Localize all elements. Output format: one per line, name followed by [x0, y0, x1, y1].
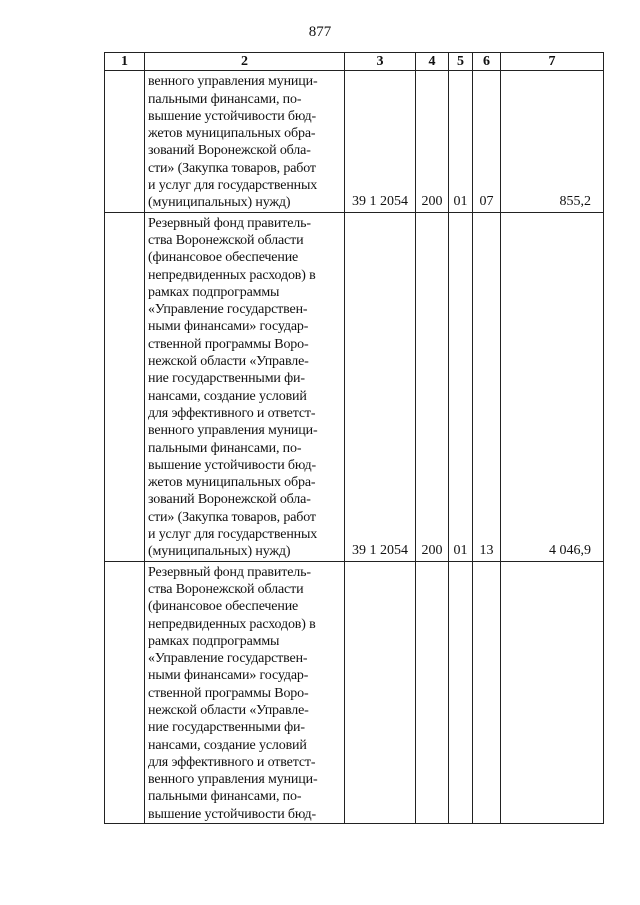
- description-line: «Управление государствен-: [148, 302, 308, 318]
- section-cell: [449, 561, 473, 823]
- description-line: рамках подпрограммы: [148, 284, 280, 300]
- header-col-7: 7: [501, 53, 604, 71]
- description-line: вышение устойчивости бюд-: [148, 806, 316, 822]
- description-line: венного управления муници-: [148, 74, 318, 90]
- description-line: нежской области «Управле-: [148, 702, 309, 718]
- subsection-cell: 07: [473, 71, 501, 212]
- description-cell: [145, 71, 345, 212]
- header-row: [105, 53, 604, 71]
- description-cell: [145, 561, 345, 823]
- description-line: (муниципальных) нужд): [148, 195, 291, 211]
- description-line: ние государственными фи-: [148, 720, 305, 736]
- description-line: нансами, создание условий: [148, 737, 307, 753]
- description-line: и услуг для государственных: [148, 527, 318, 543]
- table-body: [105, 71, 604, 824]
- expense-kind-cell: 200: [416, 71, 449, 212]
- description-line: зований Воронежской обла-: [148, 492, 311, 508]
- budget-table: [104, 52, 604, 824]
- description-line: пальными финансами, по-: [148, 91, 302, 107]
- table-row: [105, 561, 604, 823]
- table-row: [105, 71, 604, 212]
- description-line: зований Воронежской обла-: [148, 143, 311, 159]
- table-row: [105, 212, 604, 561]
- description-line: (финансовое обеспечение: [148, 599, 299, 615]
- header-col-2: 2: [145, 53, 345, 71]
- description-line: ние государственными фи-: [148, 371, 305, 387]
- header-col-6: 6: [473, 53, 501, 71]
- description-cell: [145, 212, 345, 561]
- description-line: жетов муниципальных обра-: [148, 126, 316, 142]
- row-number-cell: [105, 212, 145, 561]
- amount-cell: [501, 561, 604, 823]
- description-line: для эффективного и ответст-: [148, 754, 316, 770]
- description-line: нежской области «Управле-: [148, 354, 309, 370]
- description-line: непредвиденных расходов) в: [148, 267, 316, 283]
- description-line: (финансовое обеспечение: [148, 250, 299, 266]
- header-col-3: 3: [345, 53, 416, 71]
- description-line: (муниципальных) нужд): [148, 544, 291, 560]
- description-line: вышение устойчивости бюд-: [148, 108, 316, 124]
- header-col-1: 1: [105, 53, 145, 71]
- description-line: венного управления муници-: [148, 423, 318, 439]
- description-line: ства Воронежской области: [148, 232, 304, 248]
- target-code-cell: 39 1 2054: [345, 212, 416, 561]
- description-line: вышение устойчивости бюд-: [148, 457, 316, 473]
- description-line: ства Воронежской области: [148, 581, 304, 597]
- description-line: Резервный фонд правитель-: [148, 564, 311, 580]
- description-line: венного управления муници-: [148, 772, 318, 788]
- description-line: ственной программы Воро-: [148, 336, 309, 352]
- description-line: жетов муниципальных обра-: [148, 475, 316, 491]
- description-line: «Управление государствен-: [148, 651, 308, 667]
- description-line: пальными финансами, по-: [148, 440, 302, 456]
- amount-cell: 855,2: [501, 71, 604, 212]
- expense-kind-cell: 200: [416, 212, 449, 561]
- description-line: и услуг для государственных: [148, 178, 318, 194]
- description-line: сти» (Закупка товаров, работ: [148, 509, 316, 525]
- subsection-cell: [473, 561, 501, 823]
- description-line: ными финансами» государ-: [148, 319, 309, 335]
- header-col-5: 5: [449, 53, 473, 71]
- amount-cell: 4 046,9: [501, 212, 604, 561]
- section-cell: 01: [449, 212, 473, 561]
- description-line: ными финансами» государ-: [148, 668, 309, 684]
- description-line: пальными финансами, по-: [148, 789, 302, 805]
- description-line: непредвиденных расходов) в: [148, 616, 316, 632]
- row-number-cell: [105, 561, 145, 823]
- expense-kind-cell: [416, 561, 449, 823]
- section-cell: 01: [449, 71, 473, 212]
- subsection-cell: 13: [473, 212, 501, 561]
- description-line: Резервный фонд правитель-: [148, 215, 311, 231]
- description-line: нансами, создание условий: [148, 388, 307, 404]
- row-number-cell: [105, 71, 145, 212]
- page-number: 877: [308, 24, 332, 40]
- target-code-cell: [345, 561, 416, 823]
- description-line: для эффективного и ответст-: [148, 405, 316, 421]
- header-col-4: 4: [416, 53, 449, 71]
- description-line: рамках подпрограммы: [148, 633, 280, 649]
- description-line: сти» (Закупка товаров, работ: [148, 160, 316, 176]
- description-line: ственной программы Воро-: [148, 685, 309, 701]
- target-code-cell: 39 1 2054: [345, 71, 416, 212]
